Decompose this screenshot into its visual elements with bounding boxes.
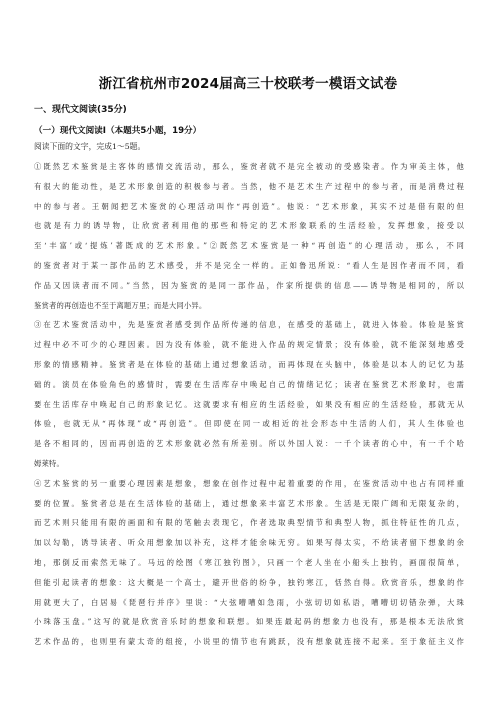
- passage-line: 形象的情感精神。鉴赏者是在体验的基础上通过想象活动，而再体现在头脑中，体验是以本人的记忆为基: [34, 359, 464, 369]
- reading-instruction: 阅读下面的文字，完成1～5题。: [34, 142, 146, 151]
- passage-line: ③在艺术鉴赏活动中，先是鉴赏者感受到作品所传递的信息，在感受的基础上，就进入体验。体验是鉴赏: [34, 320, 464, 330]
- passage-line: 也就是有力的诱导物，让欣赏者利用他的那些和特定的艺术形象联系的生活经验，发挥想象，接受以: [34, 221, 464, 231]
- passage-line: 有很大的能动性，是艺术形象创造的积极参与者。当然，他不是艺术生产过程中的参与者，而是消费过程: [34, 181, 464, 191]
- passage-line: 地，那倒反而索然无味了。马远的绘图《寒江独钓图》，只画一个老人坐在小船头上独钓，画面很简单，: [34, 557, 464, 567]
- passage-line: 作品又因读者而不同。”当然，因为鉴赏的是同一部作品，作家所提供的信息——诱导物是相同的，所以: [34, 280, 464, 290]
- passage-line: 中的参与者。王朝闻把艺术鉴赏的心理活动叫作“再创造”。他说：“艺术形象，其实不过是借有限的但: [34, 201, 464, 211]
- subsection-heading: （一）现代文阅读Ⅰ（本题共5小题，19分）: [34, 126, 202, 136]
- passage-line: ④艺术鉴赏的另一重要心理因素是想象，想象在创作过程中起着重要的作用，在鉴赏活动中也占有同样重: [34, 478, 464, 488]
- exam-title: 浙江省杭州市2024届高三十校联考一模语文试卷: [98, 76, 398, 92]
- passage-line: 加以勾勒，诱导读者、听众用想象加以补充，这样才能余味无穷。如果写得太实，不给读者留下想象的余: [34, 538, 464, 548]
- passage-line: 体验，也就无从“再体现”或“再创造”。但即使在同一或相近的社会形态中生活的人们，其人生体验也: [34, 419, 464, 429]
- section-heading: 一、现代文阅读(35分): [34, 105, 127, 115]
- passage-line: 要在生活库存中唤起自己的形象记忆。这就要求有相应的生活经验，如果没有相应的生活经验，那就无从: [34, 399, 464, 409]
- passage-line: 但能引起读者的想象：这大概是一个高士，避开世俗的纷争，独钓寒江，恬然自得。欣赏音乐，想象的作: [34, 577, 464, 587]
- passage-line: 姆莱特。: [34, 458, 64, 468]
- passage-body: [34, 157, 464, 652]
- passage-line: 鉴赏者的再创造也不至于离题万里；而是大同小异。: [34, 300, 207, 310]
- passage-line: 而艺术则只能用有限的画面和有限的笔触去表现它，作者选取典型情节和典型人物，抓住特征性的几点，: [34, 518, 464, 528]
- passage-line: 础的。演员在体验角色的感情时，需要在生活库存中唤起自己的情绪记忆；读者在鉴赏艺术形象时，也需: [34, 379, 464, 389]
- passage-line: 的鉴赏者对于某一部作品的艺术感受，并不是完全一样的。正如鲁迅所说：“看人生是因作者而不同，看: [34, 260, 464, 270]
- passage-line: 用就更大了，白居易《琵琶行并序》里说：“大弦嘈嘈如急雨，小弦切切如私语，嘈嘈切切错杂弹，大珠: [34, 597, 464, 607]
- passage-line: 过程中必不可少的心理因素。因为没有体验，就不能进入作品的规定情景；没有体验，就不能深刻地感受: [34, 340, 464, 350]
- passage-line: ①既然艺术鉴赏是主客体的感情交流活动，那么，鉴赏者就不是完全被动的受感染者。作为审美主体，他: [34, 162, 464, 171]
- passage-line: 小珠落玉盘。”这写的就是欣赏音乐时的想象和联想。如果连最起码的想象力也没有，那是根本无法欣赏: [34, 617, 464, 627]
- passage-line: 艺术作品的，也则里有蒙太奇的组接，小说里的情节也有跳跃，没有想象就连接不起来。至于象征主义作: [34, 637, 464, 647]
- passage-line: 要的位置。鉴赏者总是在生活体验的基础上，通过想象来丰富艺术形象。生活是无限广阔和无限复杂的，: [34, 498, 464, 508]
- passage-line: 是各不相同的，因而再创造的艺术形象就必然有所差别。所以外国人说：一千个读者的心中，有一千个哈: [34, 439, 464, 449]
- passage-line: 至‘丰富’或‘提炼’著既成的艺术形象。”②既然艺术鉴赏是一种“再创造”的心理活动，那么，不同: [34, 241, 464, 251]
